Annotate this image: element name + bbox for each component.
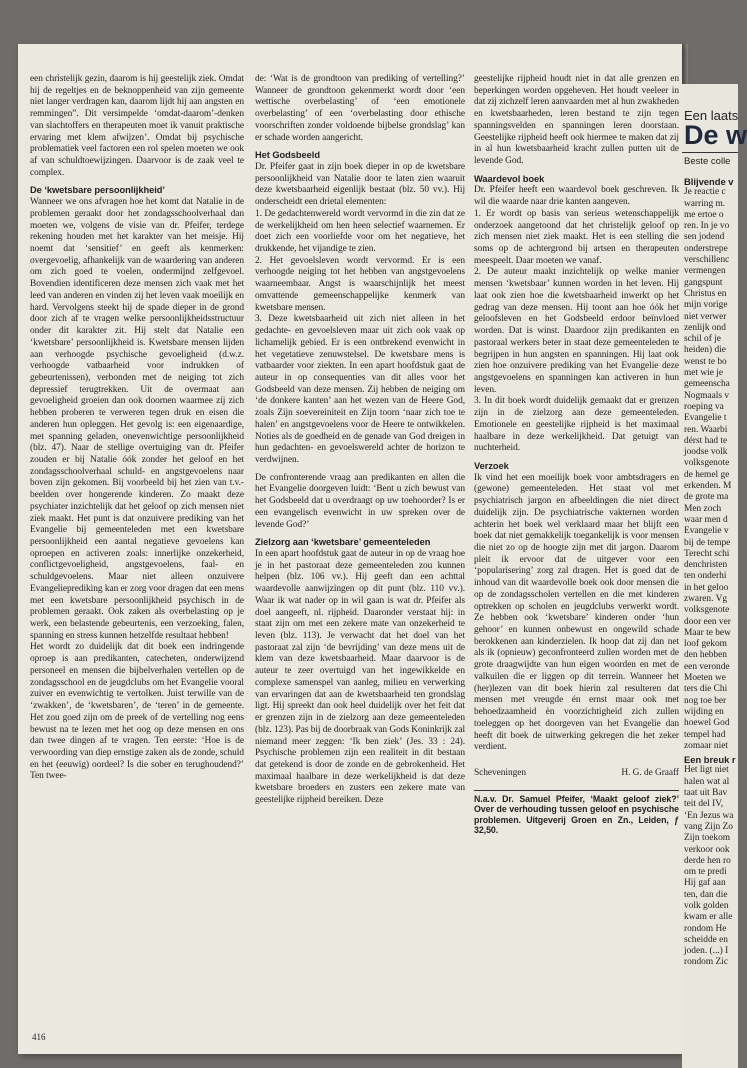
right-text-line: derde hen ro (684, 855, 731, 866)
right-text-line: Terecht schi (684, 548, 730, 559)
page-number: 416 (32, 1032, 46, 1042)
right-text-line: wijding en (684, 706, 724, 717)
paragraph: 3. Deze kwetsbaarheid uit zich niet alleen in het gedachte- en gevoelsleven maar uit zich ook vaak op lichamelijk gebied. Er is een ontbrekend evenwicht in het vegetatieve zenuwstelsel. De kwetsbare mens is vatbaarder voor ziekten. In een apart hoofdstuk gaat de auteur in op consequenties van dit alles voor het Godsbeeld van deze mensen. Zij hebben de neiging om ‘de donkere kanten’ aan het wezen van de Heere God, zoals Zijn soevereiniteit en Zijn toorn ‘naar zich toe te halen’ en angstgevoelens voor de Heere te ontwikkelen. Noties als de goedheid en de genade van God dreigen in hun gedachten- en gevoelswereld achter de horizon te verdwijnen. (255, 314, 465, 465)
right-text-line: nog toe ber (684, 695, 727, 706)
right-text-line: taat uit Bav (684, 788, 728, 799)
right-text-line: scheidde en (684, 934, 728, 945)
right-text-line: door een ver (684, 616, 731, 627)
paragraph: Ik vind het een moeilijk boek voor ambtsdragers en (gewone) gemeenteleden. Het staat vol met psychiatrisch jargon en afbeeldingen die niet direct duidelijk zijn. De psychiatrische vakternen worden achterin het boek wel verklaard maar het blijft een boek dat niet gemakkelijk toegankelijk is voor mensen die niet zo op de hoogte zijn met dit jargon. Daarom pleit ik ervoor dat de uitgever voor een ‘popularisering’ zorg zal dragen. Het is goed dat de inhoud van dit waardevolle boek ook door mensen die op de zondagsscholen vertellen en die met kinderen optrekken op scholen en jeugdclubs verwerkt wordt. Ze hebben ook ‘kwetsbare’ kinderen onder ‘hun gehoor’ en kunnen onbewust en ongewild schade berokkenen aan kinderzielen. Ik hoop dat zij dan net als ik (opnieuw) geconfronteerd zullen worden met de grote draagwijdte van hun eigen woorden en met de valkuilen die er liggen op dit terrein. Wanneer het (her)lezen van dit boek hierin zal resulteren dat mensen met vreugde én ernst maar ook met behoedzaamheid èn voorzichtigheid zich zullen toeleggen op het doorgeven van het Evangelie dan heeft dit boek de uitwerking gekregen die het zeker verdient. (474, 472, 679, 753)
right-text-line: volksgenote (684, 605, 730, 616)
right-text-line: dérst had te (684, 435, 728, 446)
right-text-line: zwaren. Vg (684, 593, 728, 604)
right-text-line: vermengen (684, 266, 726, 277)
byline-place: Scheveningen (474, 767, 526, 778)
paragraph: Het wordt zo duidelijk dat dit boek een indringende oproep is aan predikanten, catecheten, onderwijzend personeel en mensen die bijbelverhalen vertellen op de zondagsschool en de jeugdclubs om het Evangelie vooral zuiver en evenwichtig te vertolken. Juist terwille van de ‘zwakken’, de ‘kwetsbaren’, de ‘teren’ in de gemeente. Het zou goed zijn om de preek of de vertelling nog eens bewust na te lezen met het oog op deze mensen en ons dan twee dingen af te vragen. Ten eerste: ‘Hoe is de verwoording van diep ernstige zaken als de zonde, schuld en het (eeuwig) oordeel? Is die sober en terughoudend?’ Ten twee- (30, 642, 244, 782)
paragraph: Dr. Pfeifer heeft een waardevol boek geschreven. Ik wil die waarde naar drie kanten aangeven. (474, 185, 679, 208)
right-text-line: heiden) die (684, 345, 726, 356)
right-text-line: denchristen (684, 560, 728, 571)
right-subtitle: Beste colle (684, 156, 731, 167)
right-text-line: ren. In je vo (684, 221, 730, 232)
right-text-line: rondom Zic (684, 957, 729, 968)
right-text-line: Maar te bew (684, 627, 731, 638)
right-text-line: de grote ma (684, 492, 729, 503)
right-text-line: wenst te bo (684, 356, 727, 367)
right-text-line: Zijn toekom (684, 833, 731, 844)
right-text-line: schil of je (684, 334, 721, 345)
right-text-line: verschillenc (684, 255, 730, 266)
paragraph: In een apart hoofdstuk gaat de auteur in op de vraag hoe je in het pastoraat deze gemeenteleden zou kunnen helpen (blz. 106 vv.). Hij geeft dan een achttal waardevolle aanwijzingen op dit punt (blz. 110 vv.). Waar ik wat nader op in wil gaan is wat dr. Pfeifer als doel aangeeft, nl. rijpheid. Daaronder verstaat hij: in staat zijn om met een zekere mate van onzekerheid te leven (blz. 113). Je verwacht dat het doel van het pastoraat zal zijn ‘de bevrijding’ van deze mens uit de klem van deze kwetsbaarheid. Maar daarvoor is de auteur te zeer overtuigd van het ingewikkelde en complexe samenspel van aanleg, milieu en verwerking van ervaringen dat aan de kwetsbaarheid ten grondslag ligt. Hij spreekt dan ook heel duidelijk over het feit dat er grenzen zijn in de zielzorg aan deze gemeenteleden (blz. 123). Pas bij de doorbraak van Gods Koninkrijk zal niemand meer zeggen: ‘Ik ben ziek’ (Jes. 33 : 24). Psychische problemen zijn een realiteit in dit bestaan dat getekend is door de zonde en de gebrokenheid. Het maximaal haalbare in deze werkelijkheid is dat deze kwetsbare broeders en zusters een zekere mate van geestelijke rijpheid bereiken. Deze (255, 549, 465, 806)
paragraph: Dr. Pfeifer gaat in zijn boek dieper in op de kwetsbare persoonlijkheid van Natalie door te laten zien waaruit deze kwetsbaarheid eigenlijk bestaat (blz. 50 vv.). Hij onderscheidt een drietal elementen: (255, 162, 465, 208)
divider (682, 152, 738, 153)
right-text-line: mijn vorige (684, 300, 728, 311)
paragraph: de: ‘Wat is de grondtoon van prediking of vertelling?’ Wanneer de grondtoon gekenmerkt wordt door ‘een wettische overbelasting’ of ‘een emotionele overbelasting’ of een ‘overbelasting door ethische voorschriften zonder voldoende bijbelse grondslag’ kan er schade worden aangericht. (255, 74, 465, 143)
right-text-line: hoewel God (684, 718, 730, 729)
right-text-line: de hemel ge (684, 469, 730, 480)
right-text-line: kwam er alle (684, 912, 733, 923)
right-text-line: zenlijk ond (684, 322, 726, 333)
right-text-line: joden. (...) I (684, 946, 729, 957)
section-heading: Waardevol boek (474, 173, 545, 184)
paragraph: geestelijke rijpheid houdt niet in dat alle grenzen en beperkingen worden opgeheven. Het houdt veeleer in dat zij zichzelf leren aanvaarden met al hun zwakheden en kwetsbaarheden, leren bestand te zijn tegen spanningsvelden en spanningen leren doorstaan. Geestelijke rijpheid heeft ook hiermee te maken dat zij in al hun kwetsbaarheid kracht zullen putten uit de levende God. (474, 74, 680, 167)
right-text-line: ‘En Jezus wa (684, 810, 734, 821)
right-text-line: Evangelie t (684, 413, 727, 424)
section-heading: De ‘kwetsbare persoonlijkheid’ (30, 185, 165, 196)
right-text-line: loof gekom (684, 639, 727, 650)
section-heading: Het Godsbeeld (255, 150, 320, 161)
right-text-line: verkoor ook (684, 844, 730, 855)
right-text-line: niet verwer (684, 311, 727, 322)
paragraph: 2. De auteur maakt inzichtelijk op welke manier mensen ‘kwetsbaar’ kunnen worden in het leven. Hij laat ook zien hoe die kwetsbaarheid inwerkt op het gedrag van deze mensen. Hij toont aan hoe óók het geloofsleven en het Godsbeeld erdoor beïnvloed worden. Dat is winst. Daardoor zijn predikanten en pastoraal werkers beter in staat deze gemeenteleden te begrijpen in hun angsten en spanningen. Hij laat ook zien hoe onzuivere prediking van het Evangelie deze angstgevoelens en spanningen kan activeren in hun leven. (474, 267, 679, 395)
right-text-line: roeping va (684, 401, 724, 412)
right-kicker: Een laats (684, 108, 739, 123)
right-headline: De w (684, 120, 747, 150)
right-text-line: gemeenscha (684, 379, 730, 390)
right-text-line: een veronde (684, 661, 730, 672)
right-text-line: Je reactie c (684, 187, 726, 198)
right-text-line: erkenden. M (684, 481, 732, 492)
right-text-line: sen jodend (684, 232, 725, 243)
paragraph: Wanneer we ons afvragen hoe het komt dat Natalie in de problemen geraakt door het zondagsschoolverhaal dan moeten we, volgens de visie van dr. Pfeifer, terdege rekening houden met het karakter van het meisje. Hij noemt dat ‘sensitief’ en geeft als kenmerken: overgevoelig, afhankelijk van de waardering van anderen om zich goed te voelen, ondermijnd zelfgevoel. Bovendien identificeren deze mensen zich vaak met het leed van anderen en vinden zij het leven vaak moeilijk en hard. Vervolgens steekt hij de spade dieper in de grond door zich af te vragen welke persoonlijkheidsstructuur onder dit karakter zit. Hij stelt dat Natalie een ‘kwetsbare’ persoonlijkheid is. Kwetsbare mensen lijden aan verhoogde psychische gevoeligheid (d.w.z. verhoogde vatbaarheid voor indrukken of gebeurtenissen), verbonden met de neiging tot zich depressief terugtrekken. Uit de overmaat aan gevoeligheid groeien dan ook doornen waarmee zij zich hebben proberen te verweren tegen druk en eisen die anderen hun opleggen. Het gevolg is: een eigenaardige, met spanning geladen, onevenwichtige persoonlijkheid (blz. 47). Naar de stellige overtuiging van dr. Pfeifer zouden er bij Natalie óók zonder het geloof en het zondagsschoolverhaal schuld- en angstgevoelens naar boven zijn gekomen. Bij voorbeeld bij het zien van t.v.-beelden over hongerende kinderen. Zo maakt deze psychiater inzichtelijk dat het geloof op zich mensen niet ziek maakt. Het punt is dat onzuivere prediking van het Evangelie bij gemeenteleden met een kwetsbare persoonlijkheid een aantal negatieve gevoelens kan oproepen en activeren zoals: innerlijke onzekerheid, conflictgevoeligheid, angstgevoelens, faal- en schuldgevoelens. Maar niet alleen onzuivere Evangelieprediking kan er zorg voor dragen dat een mens met een kwetsbare persoonlijkheid psychisch in de problemen geraakt. Ook zaken als overbelasting op je werk, een belastende gebeurtenis, een verzoeking, falen, spanning en stress kunnen hetzelfde resultaat hebben! (30, 197, 244, 641)
right-page-text (684, 174, 744, 969)
right-text-line: rondom He (684, 923, 727, 934)
right-text-line: Evangelie v (684, 526, 729, 537)
right-text-line: warring m. (684, 198, 726, 209)
right-text-line: teit del IV, (684, 799, 724, 810)
right-text-line: waar men d (684, 514, 728, 525)
right-text-line: me ertoe o (684, 209, 724, 220)
right-text-line: onderstrepe (684, 243, 728, 254)
byline (474, 768, 679, 780)
right-text-line: bij de tempe (684, 537, 731, 548)
section-heading: Zielzorg aan ‘kwetsbare’ gemeenteleden (255, 537, 431, 548)
right-text-line: vang Zijn Zo (684, 821, 733, 832)
left-page (18, 44, 682, 1054)
right-text-line: Hij gaf aan (684, 878, 726, 889)
column-2 (255, 74, 465, 807)
column-3 (474, 74, 679, 836)
right-text-line: tempel had (684, 729, 726, 740)
right-text-line: Nogmaals v (684, 390, 730, 401)
right-text-line: ren. Waarbi (684, 424, 728, 435)
right-text-line: den hebben (684, 650, 727, 661)
paragraph: De confronterende vraag aan predikanten en allen die het Evangelie doorgeven luidt: ‘Bent u zich bewust van het Godsbeeld dat u overdraagt op uw toehoorder? Is er een evangelisch evenwicht in uw spreken over de levende God?’ (255, 472, 465, 530)
right-text-line: om te predi (684, 867, 727, 878)
right-text-line: Een breuk r (684, 754, 736, 766)
right-text-line: ten, dan die (684, 889, 728, 900)
right-text-line: ten onderhi (684, 571, 727, 582)
section-heading: Verzoek (474, 460, 509, 471)
paragraph: 1. Er wordt op basis van serieus wetenschappelijk onderzoek aangetoond dat het christelijk geloof op zich mensen niet ziek maakt. Het is een stelling die soms op de achtergrond bij artsen en therapeuten meespeelt. Daar moeten we vanaf. (474, 208, 679, 266)
right-text-line: in het geloo (684, 582, 729, 593)
right-text-line: gangspunt (684, 277, 723, 288)
column-1 (30, 74, 244, 783)
right-text-line: Christus en (684, 288, 727, 299)
right-text-line: zomaar niet (684, 740, 728, 751)
right-text-line: joodse volk (684, 447, 728, 458)
right-text-line: ters die Chi (684, 684, 728, 695)
paragraph: 3. In dit boek wordt duidelijk gemaakt dat er grenzen zijn in de zielzorg aan deze gemeenteleden. Emotionele en geestelijke rijpheid is het maximaal haalbare in deze werkelijkheid. Dat getuigt van nuchterheid. (474, 396, 679, 454)
byline-author: H. G. de Graaff (621, 767, 679, 778)
right-text-line: Het ligt niet (684, 765, 729, 776)
right-text-line: Blijvende v (684, 176, 734, 187)
right-text-line: met wie je (684, 368, 724, 379)
right-text-line: volk golden (684, 901, 729, 911)
paragraph: een christelijk gezin, daarom is hij geestelijk ziek. Omdat hij de regeltjes en de beknoppenheid van zijn gemeente niet langer verdragen kan, daarom lijdt hij aan angsten en remmingen”. Dit versimpelde ‘omdat-daarom’-denken van slachtoffers en therapeuten moet ik vanuit praktische ervaring met klem afwijzen’. Omdat bij psychische problematiek veel factoren een rol spelen moeten we ook af van schuldtoewijzingen. Daarvoor is de zaak veel te complex. (30, 74, 244, 178)
right-page (682, 84, 747, 1068)
paragraph: 1. De gedachtenwereld wordt vervormd in die zin dat ze de werkelijkheid om hen heen selectief waarnemen. Er doet zich een voorliefde voor om het negatieve, het drukkende, het vijandige te zien. (255, 208, 465, 255)
right-text-line: halen wat al (684, 776, 730, 787)
right-text-line: Moeten we (684, 673, 726, 684)
book-reference-note: N.a.v. Dr. Samuel Pfeifer, ‘Maakt geloof ziek?’ Over de verhouding tussen geloof en psychische problemen. Uitgeverij Groen en Zn., Leiden, ƒ 32,50. (474, 790, 679, 836)
right-text-line: Men zoch (684, 503, 722, 514)
paragraph: 2. Het gevoelsleven wordt vervormd. Er is een verhoogde neiging tot het hebben van angstgevoelens waarneembaar. Angst is waarschijnlijk het meest omvattende gemeenschappelijke kenmerk van kwetsbare mensen. (255, 255, 465, 313)
right-text-line: volksgenote (684, 458, 730, 469)
